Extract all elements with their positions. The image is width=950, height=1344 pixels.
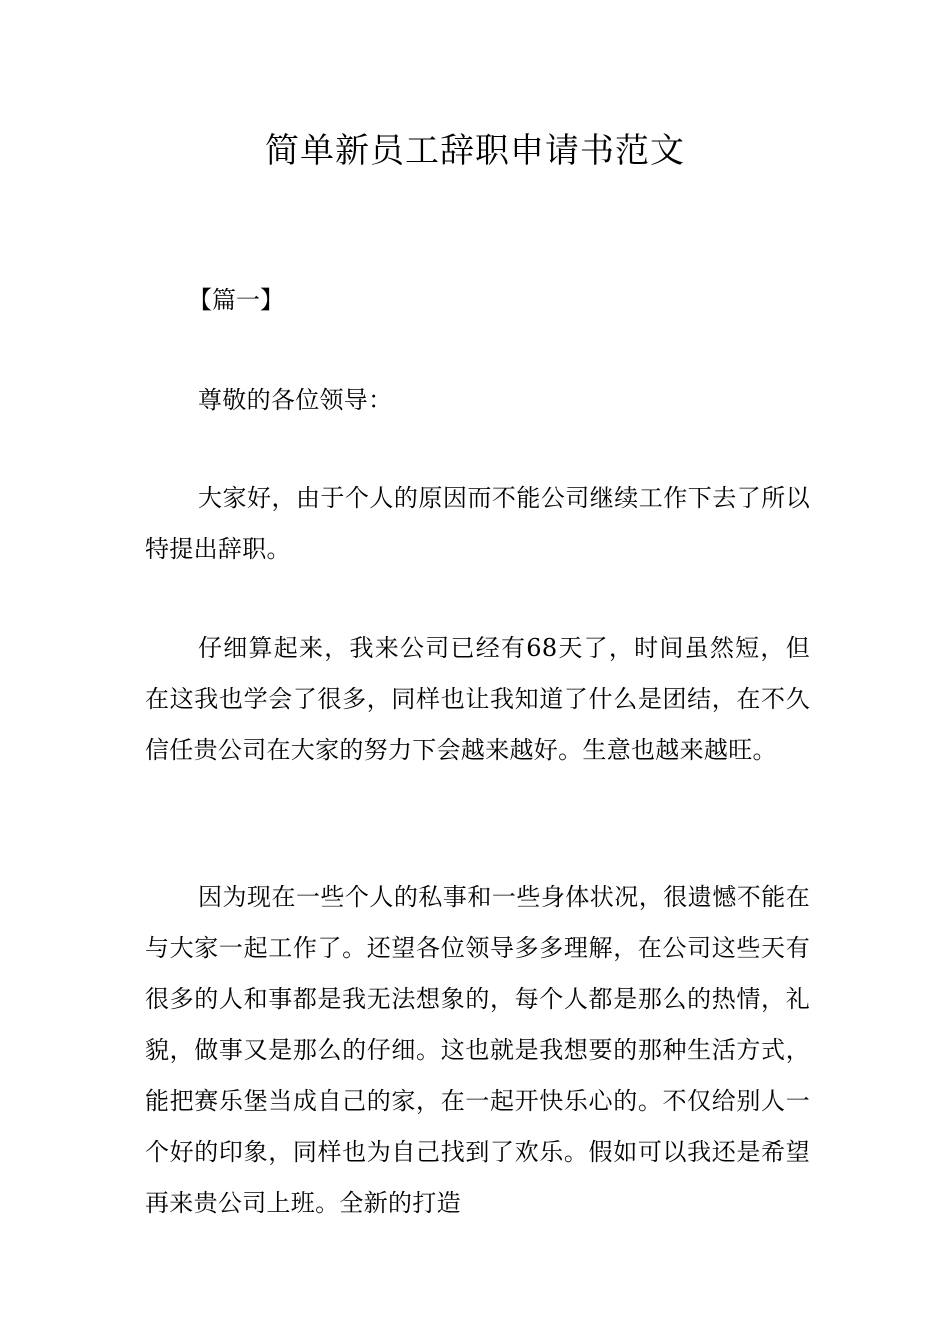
section-label: 【篇一】 xyxy=(188,286,284,314)
body-paragraph: 因为现在一些个人的私事和一些身体状况，很遗憾不能在与大家一起工作了。还望各位领导多多理解，在公司这些天有很多的人和事都是我无法想象的，每个人都是那么的热情，礼貌，做事又是那么的仔细。这也就是我想要的那种生活方式，能把赛乐堡当成自己的家，在一起开快乐心的。不仅给别人一个好的印象，同样也为自己找到了欢乐。假如可以我还是希望再来贵公司上班。全新的打造 xyxy=(145,883,810,1217)
body-paragraph: 大家好，由于个人的原因而不能公司继续工作下去了所以特提出辞职。 xyxy=(145,484,810,563)
salutation-paragraph: 尊敬的各位领导： xyxy=(198,386,393,414)
body-paragraph: 仔细算起来，我来公司已经有68天了，时间虽然短，但在这我也学会了很多，同样也让我知道了什么是团结，在不久信任贵公司在大家的努力下会越来越好。生意也越来越旺。 xyxy=(145,634,810,764)
document-title: 简单新员工辞职申请书范文 xyxy=(265,131,685,171)
